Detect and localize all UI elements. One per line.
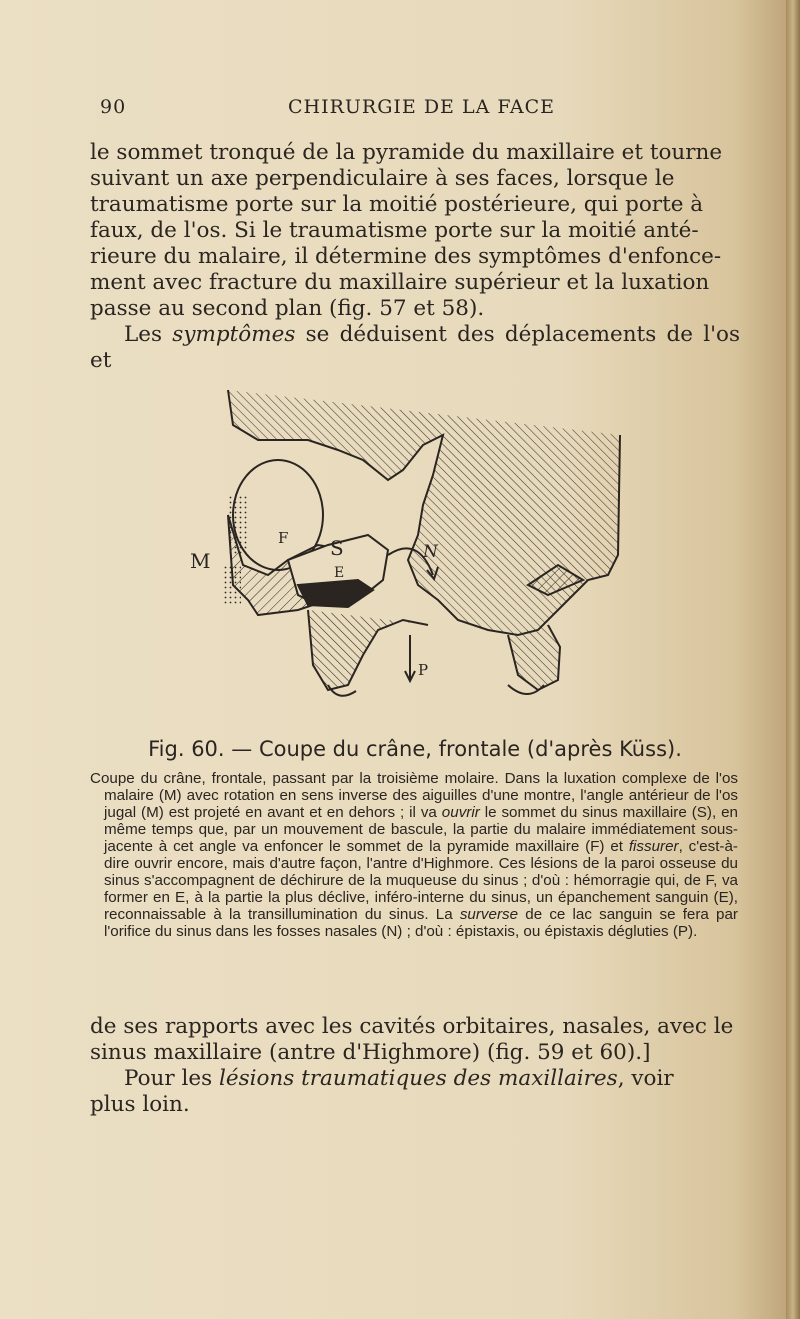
- legend-span: Coupe du crâne, frontale, passant par la troisième molaire. Dans la luxation complexe de l'os malaire (M) avec rotation en sens inverse des aiguilles d'une montre, l'angle antérieur de l'os jugal (M) est projeté en avant et en dehors ; il va: [90, 770, 738, 821]
- legend-italic: ouvrir: [441, 804, 480, 821]
- text-line: le sommet tronqué de la pyramide du maxillaire et tourne: [90, 140, 723, 165]
- label-E: E: [334, 565, 345, 581]
- text-line: [90, 1066, 740, 1092]
- text-span: Les: [124, 322, 173, 347]
- book-spine-edge: [786, 0, 800, 1319]
- label-F: F: [278, 529, 289, 547]
- legend-span: le sommet du sinus maxillaire (S), en même temps que, par un mouvement de bascule, la partie du malaire immédiatement sous-jacente à cet angle va enfoncer le sommet de la pyramide maxillaire (F) et: [104, 804, 738, 855]
- running-title: CHIRURGIE DE LA FACE: [288, 96, 556, 118]
- text-line: suivant un axe perpendiculaire à ses faces, lorsque le: [90, 166, 675, 191]
- paragraph-closing: [90, 1014, 740, 1118]
- text-line: passe au second plan (fig. 57 et 58).: [90, 296, 485, 321]
- label-M: M: [190, 549, 211, 573]
- figure-caption: Fig. 60. — Coupe du crâne, frontale (d'après Küss).: [148, 737, 682, 761]
- text-span: , voir: [617, 1066, 674, 1091]
- paragraph-intro: [90, 140, 740, 374]
- text-line: traumatisme porte sur la moitié postérieure, qui porte à: [90, 192, 704, 217]
- legend-text: [90, 770, 738, 940]
- legend-span: de ce lac sanguin se fera par l'orifice du sinus dans les fosses nasales (N) ; d'où : épistaxis, ou épistaxis dégluties (P).: [104, 906, 738, 940]
- page-number: 90: [100, 96, 127, 118]
- label-N: N: [423, 542, 438, 562]
- text-line: [90, 322, 740, 374]
- legend-italic: fissurer: [628, 838, 679, 855]
- legend-italic: surverse: [459, 906, 519, 923]
- text-line: de ses rapports avec les cavités orbitaires, nasales, avec le: [90, 1014, 734, 1039]
- italic-term: symptômes: [172, 322, 296, 347]
- label-P: P: [418, 661, 429, 679]
- text-line: faux, de l'os. Si le traumatisme porte sur la moitié anté-: [90, 218, 699, 243]
- italic-term: lésions traumatiques des maxillaires: [218, 1066, 618, 1091]
- skull-section-figure: [188, 385, 648, 705]
- legend-span: , c'est-à-dire ouvrir encore, mais d'autre façon, l'antre d'Highmore. Ces lésions de la paroi osseuse du sinus s'accompagnent de déchirure de la muqueuse du sinus ; d'où : hémorragie qui, de F, va former en E, à la partie la plus déclive, inféro-interne du sinus, un épanchement sanguin (E), reconnaissable à la transillumination du sinus. La: [104, 838, 738, 923]
- running-head: [100, 96, 740, 122]
- text-span: Pour les: [124, 1066, 219, 1091]
- label-S: S: [330, 536, 344, 560]
- text-line: plus loin.: [90, 1092, 190, 1117]
- figure-legend: [90, 770, 738, 940]
- skull-diagram: [188, 385, 648, 705]
- text-line: sinus maxillaire (antre d'Highmore) (fig. 59 et 60).]: [90, 1040, 651, 1065]
- text-line: ment avec fracture du maxillaire supérieur et la luxation: [90, 270, 710, 295]
- text-span: se déduisent des déplacements de l'os et: [90, 322, 740, 373]
- text-line: rieure du malaire, il détermine des symptômes d'enfonce-: [90, 244, 722, 269]
